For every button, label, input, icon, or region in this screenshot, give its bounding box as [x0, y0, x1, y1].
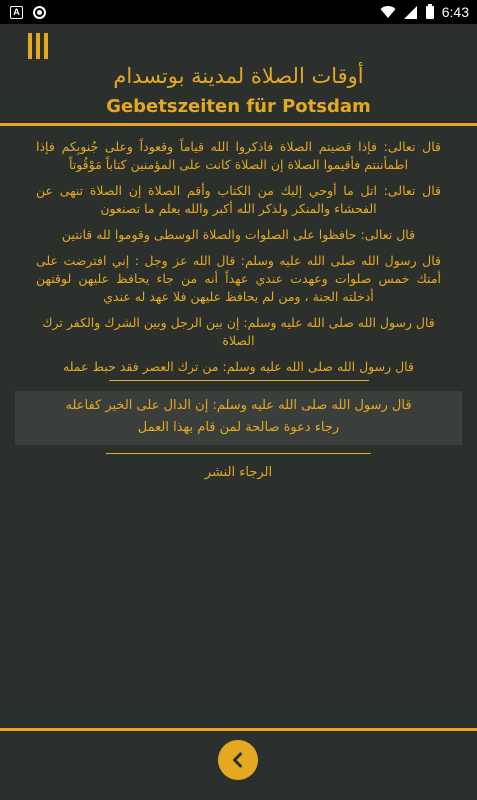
share-text: الرجاء النشر: [204, 465, 273, 480]
quote-paragraph: قال رسول الله صلى الله عليه وسلم: قال الله عز وجل : إني افترضت على أمتك خمس صلوات وعهدت عندي عهداً أنه من جاء يحافظ عليهن لوقتهن أدخلته الجنة ، ومن لم يحافظ عليهن فلا عهد له عندي: [36, 253, 441, 304]
highlight-box: [15, 391, 462, 445]
separator-line: [109, 380, 369, 381]
quote-paragraph: قال رسول الله صلى الله عليه وسلم: من ترك العصر فقد حبط عمله: [63, 359, 414, 374]
highlight-hadith: قال رسول الله صلى الله عليه وسلم: إن الدال على الخير كفاعله: [65, 398, 412, 413]
sync-dot-icon: [33, 6, 46, 19]
keyboard-a-icon: A: [10, 6, 23, 19]
quote-paragraph: قال رسول الله صلى الله عليه وسلم: إن بين الرجل وبين الشرك والكفر ترك الصلاة: [42, 315, 435, 348]
battery-icon: [426, 6, 434, 19]
wifi-icon: [380, 6, 396, 19]
chevron-left-icon: [229, 751, 247, 769]
app-header: [0, 24, 477, 124]
cell-signal-icon: [404, 6, 418, 19]
separator-line: [106, 453, 371, 454]
content-area: [0, 130, 477, 482]
menu-bars-icon[interactable]: [28, 33, 48, 59]
page-title-arabic: أوقات الصلاة لمدينة بوتسدام: [113, 64, 364, 88]
quote-paragraph: قال تعالى: اتل ما أوحي إليك من الكتاب وأقم الصلاة إن الصلاة تنهى عن الفحشاء والمنكر ولذكر الله أكبر والله يعلم ما تصنعون: [36, 183, 441, 216]
back-button[interactable]: [218, 740, 258, 780]
page-title-german: Gebetszeiten für Potsdam: [106, 96, 371, 117]
quote-paragraph: قال تعالى: حافظوا على الصلوات والصلاة الوسطى وقوموا لله قانتين: [61, 227, 416, 242]
footer-divider: [0, 728, 477, 731]
quote-paragraph: قال تعالى: فإذا قضيتم الصلاة فاذكروا الله قياماً وقعوداً وعلى جُنوبِكم فإذا اطمأننتم فأقيموا الصلاة إن الصلاة كانت على المؤمنين كتاباً مَوْقُوتاً: [36, 139, 441, 172]
highlight-prayer-request: رجاء دعوة صالحة لمن قام بهذا العمل: [137, 420, 340, 435]
status-bar: [0, 0, 477, 24]
header-divider: [0, 123, 477, 126]
status-time: 6:43: [441, 4, 469, 20]
